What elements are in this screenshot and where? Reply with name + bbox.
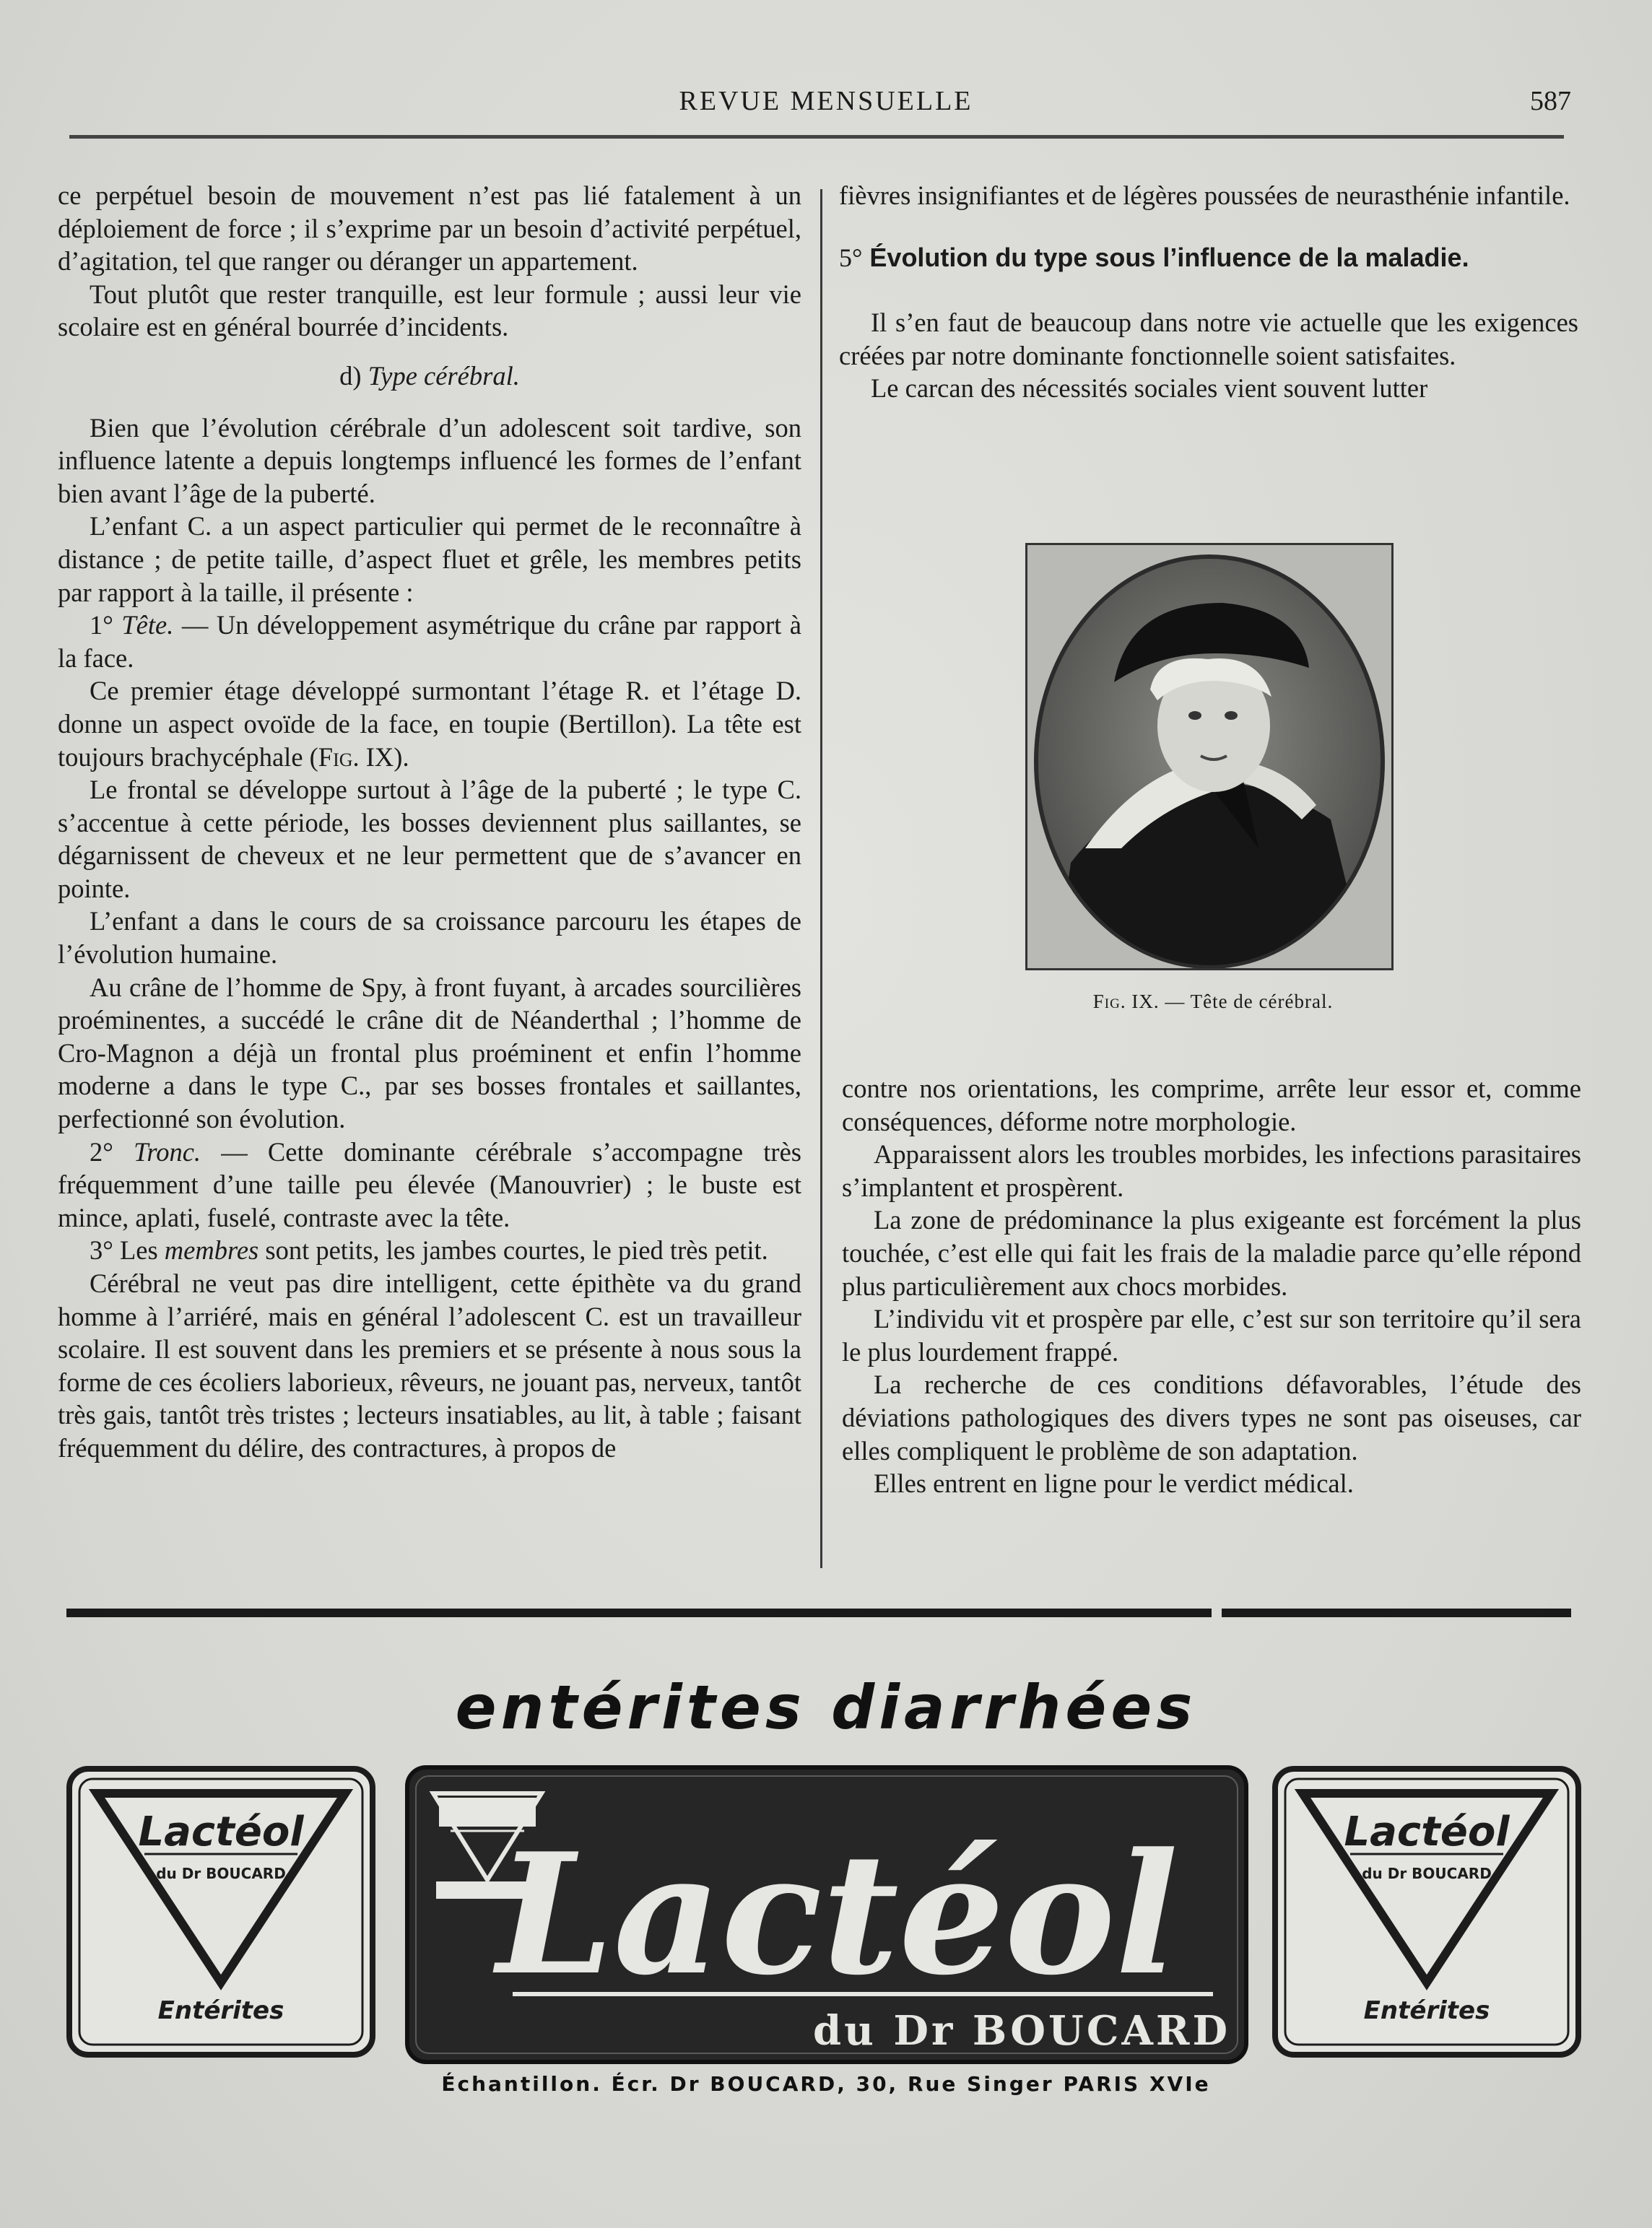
left-paragraph-5 bbox=[58, 609, 801, 674]
subsection-heading bbox=[58, 360, 801, 393]
ad-main-panel bbox=[404, 1764, 1249, 2065]
item-term: Tronc. bbox=[134, 1136, 201, 1167]
left-paragraph-3: Bien que l’évolution cérébrale d’un adolescent soit tardive, son influence latente a depuis longtemps influencé les formes de l’enfant bien avant l’âge de la puberté. bbox=[58, 412, 801, 508]
figure-caption-text: — Tête de cérébral. bbox=[1159, 991, 1334, 1012]
right-paragraph-6: La zone de prédominance la plus exigeante est forcément la plus touchée, c’est elle qui fait les frais de la maladie parce qu’elle répond plus particulièrement aux chocs morbides. bbox=[842, 1205, 1581, 1301]
item-term: Tête. bbox=[121, 610, 174, 640]
ad-logo-right bbox=[1271, 1764, 1583, 2059]
subsection-prefix: d) bbox=[339, 360, 368, 391]
right-paragraph-1: fièvres insignifiantes et de légères poussées de neurasthénie infantile. bbox=[839, 180, 1570, 210]
left-paragraph-2: Tout plutôt que rester tranquille, est leur formule ; aussi leur vie scolaire est en général bourrée d’incidents. bbox=[58, 279, 801, 342]
right-column-bottom bbox=[842, 1072, 1581, 1500]
brand-maker: du Dr BOUCARD bbox=[812, 2007, 1231, 2055]
triangle-logo-icon bbox=[65, 1764, 377, 2059]
right-paragraph-2: Il s’en faut de beaucoup dans notre vie actuelle que les exigences créées par notre dominante fonctionnelle soient satisfaites. bbox=[839, 308, 1578, 370]
ad-top-rule-right bbox=[1222, 1609, 1571, 1617]
child-portrait-image bbox=[1027, 545, 1391, 968]
logo-label: Entérites bbox=[1363, 1996, 1490, 2025]
logo-maker: du Dr BOUCARD bbox=[156, 1865, 286, 1882]
right-paragraph-3: Le carcan des nécessités sociales vient souvent lutter bbox=[871, 373, 1428, 404]
left-paragraph-1: ce perpétuel besoin de mouvement n’est pas lié fatalement à un déploiement de force ; il s’exprime par un besoin d’activité perpétuel, d’agitation, tel que ranger ou déranger un appartement. bbox=[58, 180, 801, 277]
left-paragraph-9: Au crâne de l’homme de Spy, à front fuyant, à arcades sourcilières proéminentes, a succédé le crâne dit de Néanderthal ; l’homme de Cro-Magnon a déjà un frontal plus proéminent et enfin l’homme moderne a dans le type C., par ses bosses frontales et saillantes, perfectionné son évolution. bbox=[58, 972, 801, 1134]
right-column-top bbox=[839, 179, 1578, 405]
figure-label: Fig. IX. bbox=[1092, 991, 1160, 1012]
item-text: — Un développement asymétrique du crâne par rapport à la face. bbox=[58, 610, 801, 673]
lacteol-main-logo bbox=[404, 1764, 1249, 2065]
item-text: sont petits, les jambes courtes, le pied très petit. bbox=[258, 1235, 768, 1266]
figure-caption bbox=[794, 991, 1632, 1013]
item-number: 1° bbox=[90, 610, 122, 640]
item-number: 3° Les bbox=[90, 1235, 165, 1266]
item-term: membres bbox=[164, 1235, 259, 1266]
right-paragraph-9: Elles entrent en ligne pour le verdict médical. bbox=[874, 1468, 1354, 1499]
left-paragraph-12: Cérébral ne veut pas dire intelligent, cette épithète va du grand homme à l’arriéré, mais en général l’adolescent C. est un travailleur scolaire. Il est souvent dans les premiers et se présente à nous sous la forme de ces écoliers laborieux, rêveurs, ne jouant pas, nerveux, tantôt très gais, tantôt très tristes ; lecteurs insatiables, au lit, à table ; faisant fréquemment du délire, des contractures, à propos de bbox=[58, 1269, 801, 1463]
section-title: Évolution du type sous l’influence de la maladie. bbox=[862, 242, 1469, 272]
paragraph-text: Ce premier étage développé surmontant l’étage R. et l’étage D. donne un aspect ovoïde de la face, en toupie (Bertillon). La tête est toujours brachycéphale ( bbox=[58, 676, 801, 772]
right-paragraph-8: La recherche de ces conditions défavorables, l’étude des déviations pathologiques des divers types ne sont pas oiseuses, car elles compliquent le problème de son adaptation. bbox=[842, 1370, 1581, 1466]
paragraph-end: ). bbox=[394, 741, 409, 772]
page-number: 587 bbox=[1530, 86, 1571, 116]
item-text: — Cette dominante cérébrale s’accompagne très fréquemment d’une taille peu élevée (Manouvrier) ; le buste est mince, aplati, fuselé, contraste avec la tête. bbox=[58, 1136, 801, 1232]
left-paragraph-8: L’enfant a dans le cours de sa croissance parcouru les étapes de l’évolution humaine. bbox=[58, 906, 801, 970]
logo-maker: du Dr BOUCARD bbox=[1362, 1865, 1492, 1882]
figure-reference: Fig. IX bbox=[318, 741, 394, 772]
ad-logo-left bbox=[65, 1764, 377, 2059]
ad-top-rule-left bbox=[66, 1609, 1212, 1617]
left-paragraph-10 bbox=[58, 1136, 801, 1235]
right-paragraph-5: Apparaissent alors les troubles morbides, les infections parasitaires s’implantent et prospèrent. bbox=[842, 1139, 1581, 1202]
right-paragraph-4: contre nos orientations, les comprime, arrête leur essor et, comme conséquences, déforme notre morphologie. bbox=[842, 1074, 1581, 1136]
logo-label: Entérites bbox=[157, 1996, 284, 2025]
ad-headline: entérites diarrhées bbox=[455, 1672, 1197, 1743]
right-paragraph-7: L’individu vit et prospère par elle, c’est sur son territoire qu’il sera le plus lourdement frappé. bbox=[842, 1304, 1581, 1367]
left-paragraph-11 bbox=[58, 1234, 801, 1267]
ad-footer-address: Échantillon. Écr. Dr BOUCARD, 30, Rue Singer PARIS XVIe bbox=[441, 2072, 1211, 2096]
section-number: 5° bbox=[839, 243, 863, 272]
item-number: 2° bbox=[90, 1136, 134, 1167]
column-divider bbox=[820, 189, 822, 1568]
running-header: REVUE MENSUELLE bbox=[679, 86, 973, 116]
portrait-photograph bbox=[1025, 543, 1394, 970]
left-paragraph-6 bbox=[58, 674, 801, 773]
left-paragraph-7: Le frontal se développe surtout à l’âge de la puberté ; le type C. s’accentue à cette période, les bosses deviennent plus saillantes, se dégarnissent de cheveux et ne leur permettent que de s’avancer en pointe. bbox=[58, 775, 801, 903]
section-heading bbox=[839, 241, 1578, 275]
triangle-logo-icon bbox=[1271, 1764, 1583, 2059]
header-rule bbox=[69, 135, 1564, 139]
logo-brand: Lactéol bbox=[1344, 1809, 1510, 1855]
logo-brand: Lactéol bbox=[138, 1809, 304, 1855]
subsection-title: Type cérébral. bbox=[368, 360, 520, 391]
brand-name: Lactéol bbox=[496, 1817, 1179, 2012]
left-column bbox=[58, 179, 801, 1465]
left-paragraph-4: L’enfant C. a un aspect particulier qui permet de le reconnaître à distance ; de petite taille, d’aspect fluet et grêle, les membres petits par rapport à la taille, il présente : bbox=[58, 511, 801, 607]
